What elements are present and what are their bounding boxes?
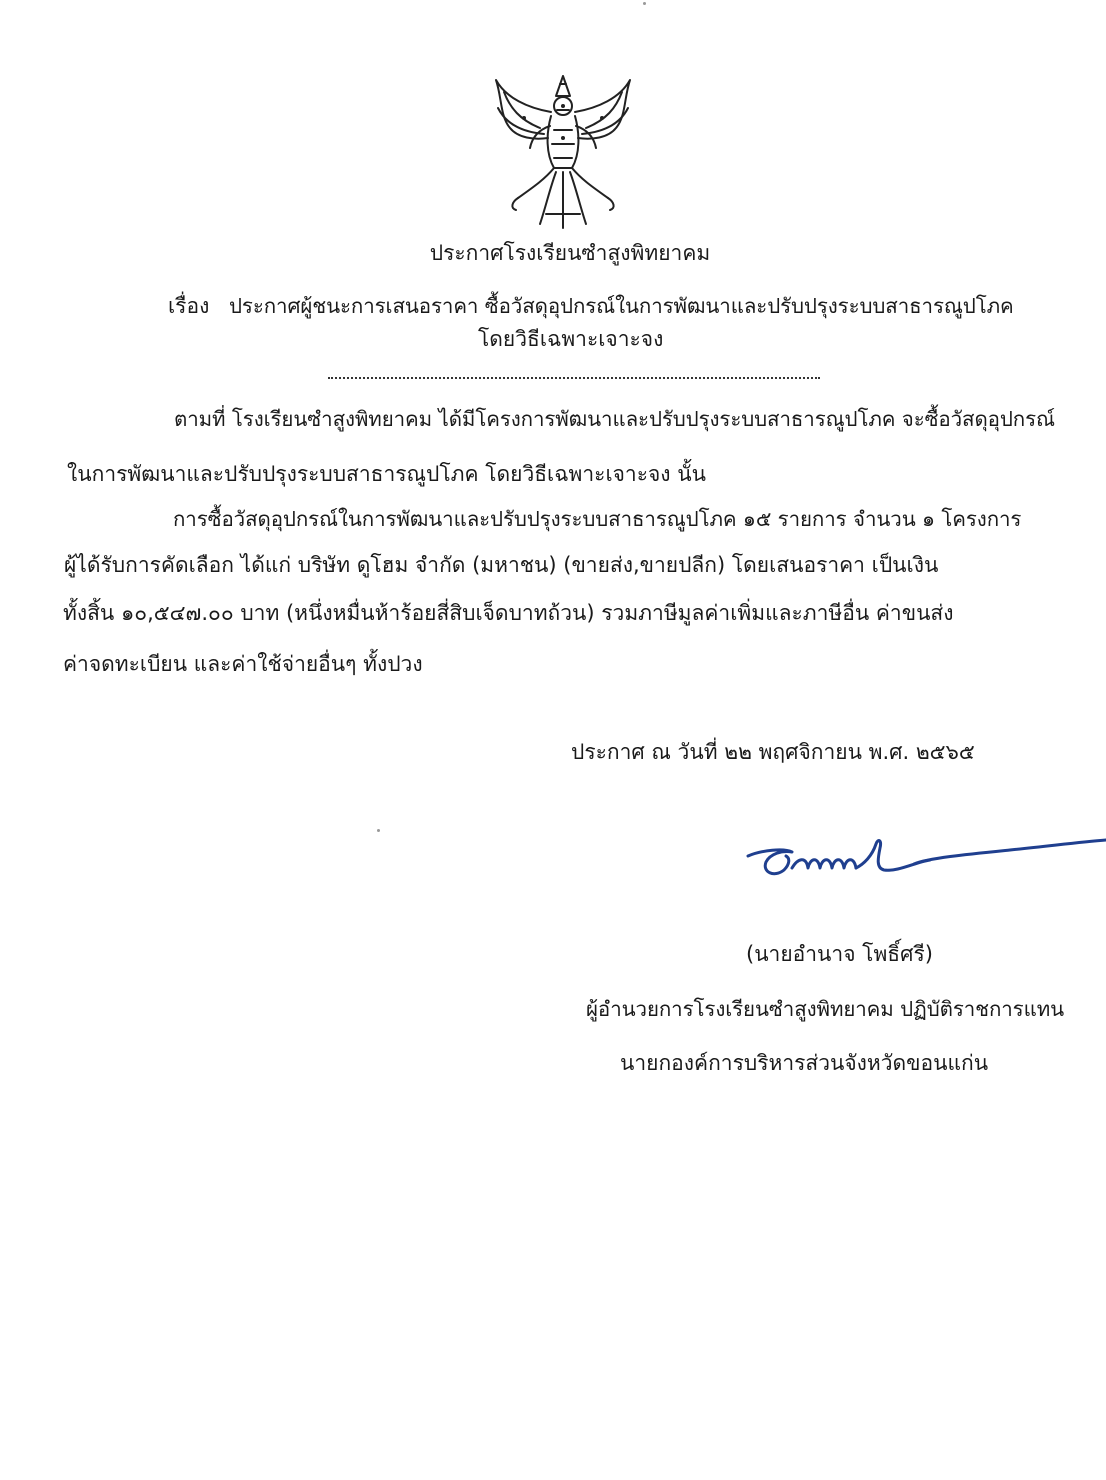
subject-line-2: โดยวิธีเฉพาะเจาะจง <box>478 327 664 351</box>
announcement-date: ประกาศ ณ วันที่ ๒๒ พฤศจิกายน พ.ศ. ๒๕๖๕ <box>571 740 975 764</box>
paragraph-1-line-2: ในการพัฒนาและปรับปรุงระบบสาธารณูปโภค โดยวิธีเฉพาะเจาะจง นั้น <box>67 462 706 486</box>
separator-dotted-line <box>328 377 820 379</box>
subject-line-1: ประกาศผู้ชนะการเสนอราคา ซื้อวัสดุอุปกรณ์ในการพัฒนาและปรับปรุงระบบสาธารณูปโภค <box>229 294 1014 318</box>
subject-label: เรื่อง <box>168 294 210 318</box>
signer-name: (นายอำนาจ โพธิ์ศรี) <box>746 942 933 966</box>
garuda-emblem-icon <box>488 68 638 233</box>
paragraph-2-line-3: ทั้งสิ้น ๑๐,๕๔๗.๐๐ บาท (หนึ่งหมื่นห้าร้อยสี่สิบเจ็ดบาทถ้วน) รวมภาษีมูลค่าเพิ่มและภาษีอื่น ค่าขนส่ง <box>63 601 954 625</box>
scan-speck <box>643 2 646 5</box>
paragraph-1-line-1: ตามที่ โรงเรียนซำสูงพิทยาคม ได้มีโครงการพัฒนาและปรับปรุงระบบสาธารณูปโภค จะซื้อวัสดุอุปกรณ์ <box>174 407 1055 431</box>
signer-title-2: นายกองค์การบริหารส่วนจังหวัดขอนแก่น <box>620 1051 989 1075</box>
paragraph-2-line-4: ค่าจดทะเบียน และค่าใช้จ่ายอื่นๆ ทั้งปวง <box>63 652 423 676</box>
school-announcement-title: ประกาศโรงเรียนซำสูงพิทยาคม <box>429 241 711 265</box>
signer-title-1: ผู้อำนวยการโรงเรียนซำสูงพิทยาคม ปฏิบัติราชการแทน <box>586 997 1065 1021</box>
paragraph-2-line-1: การซื้อวัสดุอุปกรณ์ในการพัฒนาและปรับปรุงระบบสาธารณูปโภค ๑๕ รายการ จำนวน ๑ โครงการ <box>173 507 1022 531</box>
signature-image <box>740 828 1106 898</box>
paragraph-2-line-2: ผู้ได้รับการคัดเลือก ได้แก่ บริษัท ดูโฮม จำกัด (มหาชน) (ขายส่ง,ขายปลีก) โดยเสนอราคา เป็นเงิน <box>64 553 939 577</box>
scan-speck <box>377 829 380 832</box>
